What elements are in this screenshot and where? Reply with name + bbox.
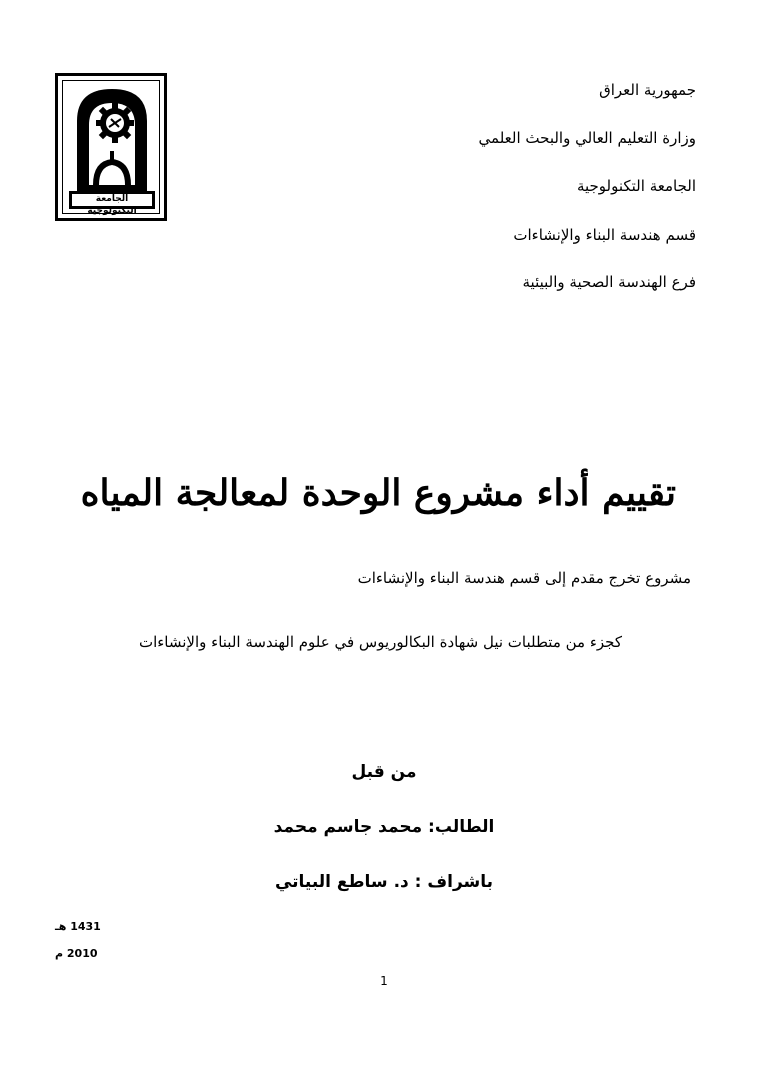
degree-requirement: كجزء من متطلبات نيل شهادة البكالوريوس في علوم الهندسة البناء والإنشاءات <box>138 633 622 651</box>
gregorian-date: 2010 م <box>55 947 98 960</box>
page-number: 1 <box>380 974 388 988</box>
project-subtitle: مشروع تخرج مقدم إلى قسم هندسة البناء والإنشاءات <box>357 569 691 587</box>
department-name: قسم هندسة البناء والإنشاءات <box>513 226 696 244</box>
ministry-name: وزارة التعليم العالي والبحث العلمي <box>478 129 696 147</box>
university-logo <box>55 73 167 221</box>
branch-name: فرع الهندسة الصحية والبيئية <box>522 273 696 291</box>
country-name: جمهورية العراق <box>599 81 696 99</box>
hijri-date: 1431 هـ <box>55 920 101 933</box>
logo-caption: الجامعة التكنولوجية <box>87 194 137 216</box>
logo-frame <box>62 80 160 214</box>
student-name: الطالب: محمد جاسم محمد <box>273 817 495 837</box>
university-name: الجامعة التكنولوجية <box>576 177 696 195</box>
project-title: تقييم أداء مشروع الوحدة لمعالجة المياه <box>80 472 676 514</box>
by-label: من قبل <box>351 762 417 782</box>
supervisor-name: باشراف : د. ساطع البياتي <box>274 872 494 892</box>
